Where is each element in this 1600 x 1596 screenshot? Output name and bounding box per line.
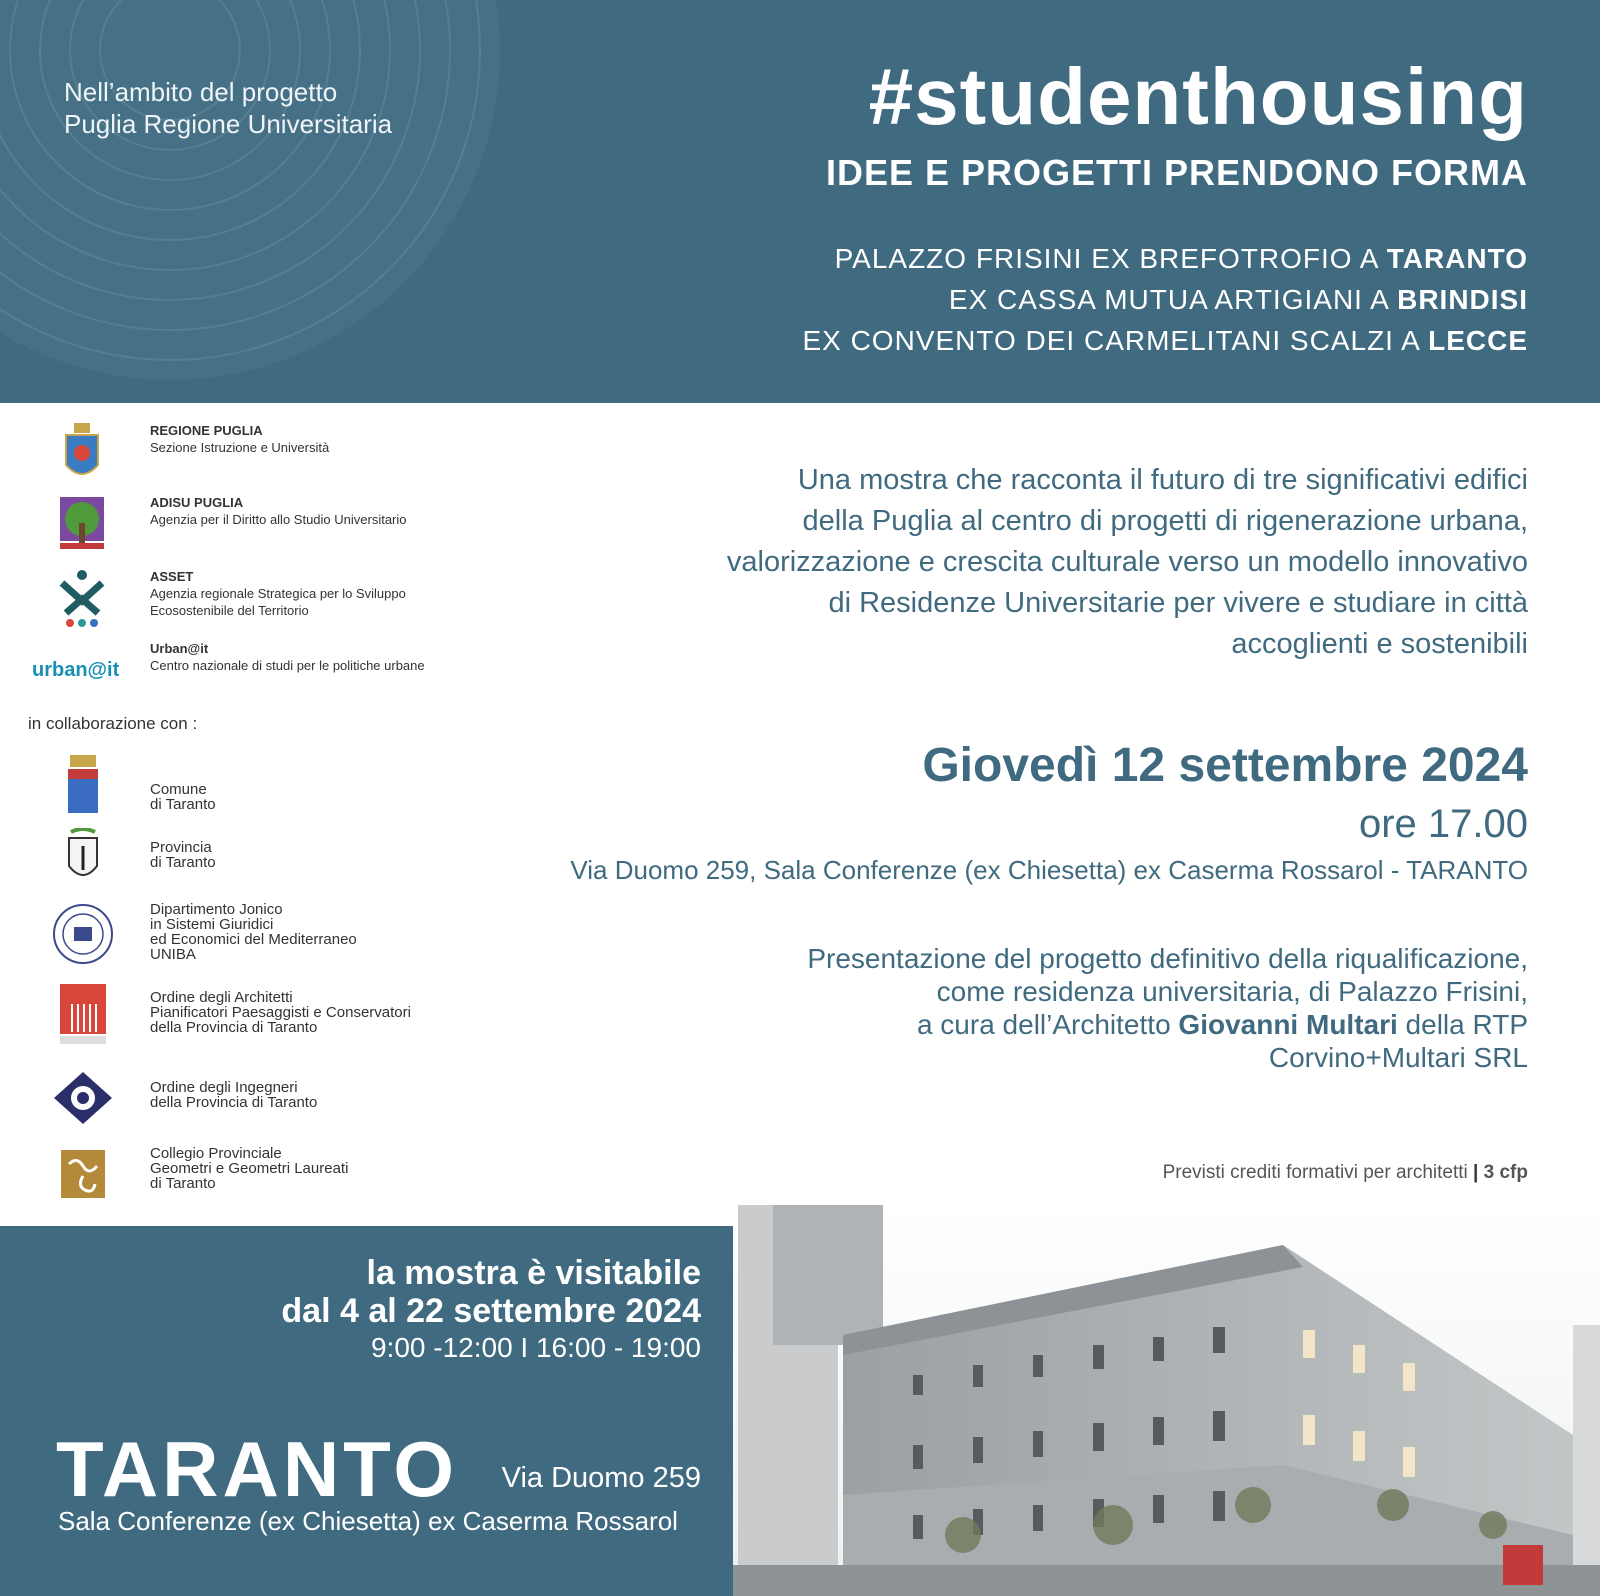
credits-value: 3 cfp — [1483, 1162, 1528, 1183]
exhibition-dates: la mostra è visitabile dal 4 al 22 settembre 2024 — [281, 1254, 701, 1330]
event-address: Via Duomo 259, Sala Conferenze (ex Chiesetta) ex Caserma Rossarol - TARANTO — [570, 855, 1528, 885]
architect-name: Giovanni Multari — [1178, 1009, 1398, 1040]
project-intro — [64, 76, 392, 140]
comune-taranto-crest-icon — [48, 754, 118, 818]
collaboration-label: in collaborazione con : — [28, 714, 198, 733]
palazzo-frisini-rendering — [733, 1205, 1600, 1596]
presentation-text: Presentazione del progetto definitivo della riqualificazione, come residenza universitaria, di Palazzo Frisini, a cura dell’Architetto Giovanni Multari della RTP Corvino+Multari SRL — [807, 943, 1528, 1073]
training-credits: Previsti crediti formativi per architetti | 3 cfp — [1162, 1162, 1528, 1183]
venue-list — [802, 238, 1528, 361]
venue-line: PALAZZO FRISINI EX BREFOTROFIO A TARANTO — [834, 243, 1528, 274]
event-time: ore 17.00 — [1358, 802, 1528, 846]
hashtag-title: #studenthousing — [868, 52, 1528, 141]
subtitle: IDEE E PROGETTI PRENDONO FORMA — [825, 152, 1528, 193]
opening-hours: 9:00 -12:00 I 16:00 - 19:00 — [370, 1332, 701, 1363]
urbanit-logo: urban@it — [32, 658, 120, 681]
venue-line: EX CASSA MUTUA ARTIGIANI A BRINDISI — [948, 284, 1528, 315]
city-address: Via Duomo 259 — [501, 1462, 701, 1494]
exhibition-description: Una mostra che racconta il futuro di tre significativi edifici della Puglia al centro di progetti di rigenerazione urbana, valorizzazione e crescita culturale verso un modello innovativo di Residenze Universitarie per vivere e studiare in città accoglienti e sostenibili — [726, 464, 1528, 660]
organizer-urbanit: urban@it Urban@it Centro nazionale di studi per le politiche urbane — [32, 640, 512, 700]
hall-name: Sala Conferenze (ex Chiesetta) ex Caserma Rossarol — [58, 1506, 678, 1536]
organizer-regione-puglia: REGIONE PUGLIA Sezione Istruzione e Università — [32, 422, 512, 482]
header-banner — [0, 0, 1600, 403]
intro-line: Nell’ambito del progetto — [64, 77, 338, 107]
intro-line: Puglia Regione Universitaria — [64, 109, 393, 139]
asset-logo — [32, 568, 132, 628]
organizer-asset: ASSET Agenzia regionale Strategica per lo Sviluppo Ecosostenibile del Territorio — [32, 568, 512, 628]
venue-line: EX CONVENTO DEI CARMELITANI SCALZI A LECCE — [802, 325, 1528, 356]
ordine-architetti-logo-icon — [48, 982, 118, 1048]
concentric-rings-decoration — [0, 0, 520, 403]
uniba-seal-icon — [48, 902, 118, 966]
city-name: TARANTO — [56, 1425, 459, 1513]
regione-puglia-logo — [32, 422, 132, 482]
event-date: Giovedì 12 settembre 2024 — [922, 739, 1528, 792]
organizer-adisu-puglia: ADISU PUGLIA Agenzia per il Diritto allo Studio Universitario — [32, 494, 512, 554]
collegio-geometri-logo-icon — [48, 1142, 118, 1206]
exhibition-info-panel — [0, 1226, 733, 1596]
ordine-ingegneri-logo-icon — [48, 1066, 118, 1130]
provincia-taranto-crest-icon — [48, 826, 118, 890]
adisu-tree-logo — [32, 494, 132, 554]
